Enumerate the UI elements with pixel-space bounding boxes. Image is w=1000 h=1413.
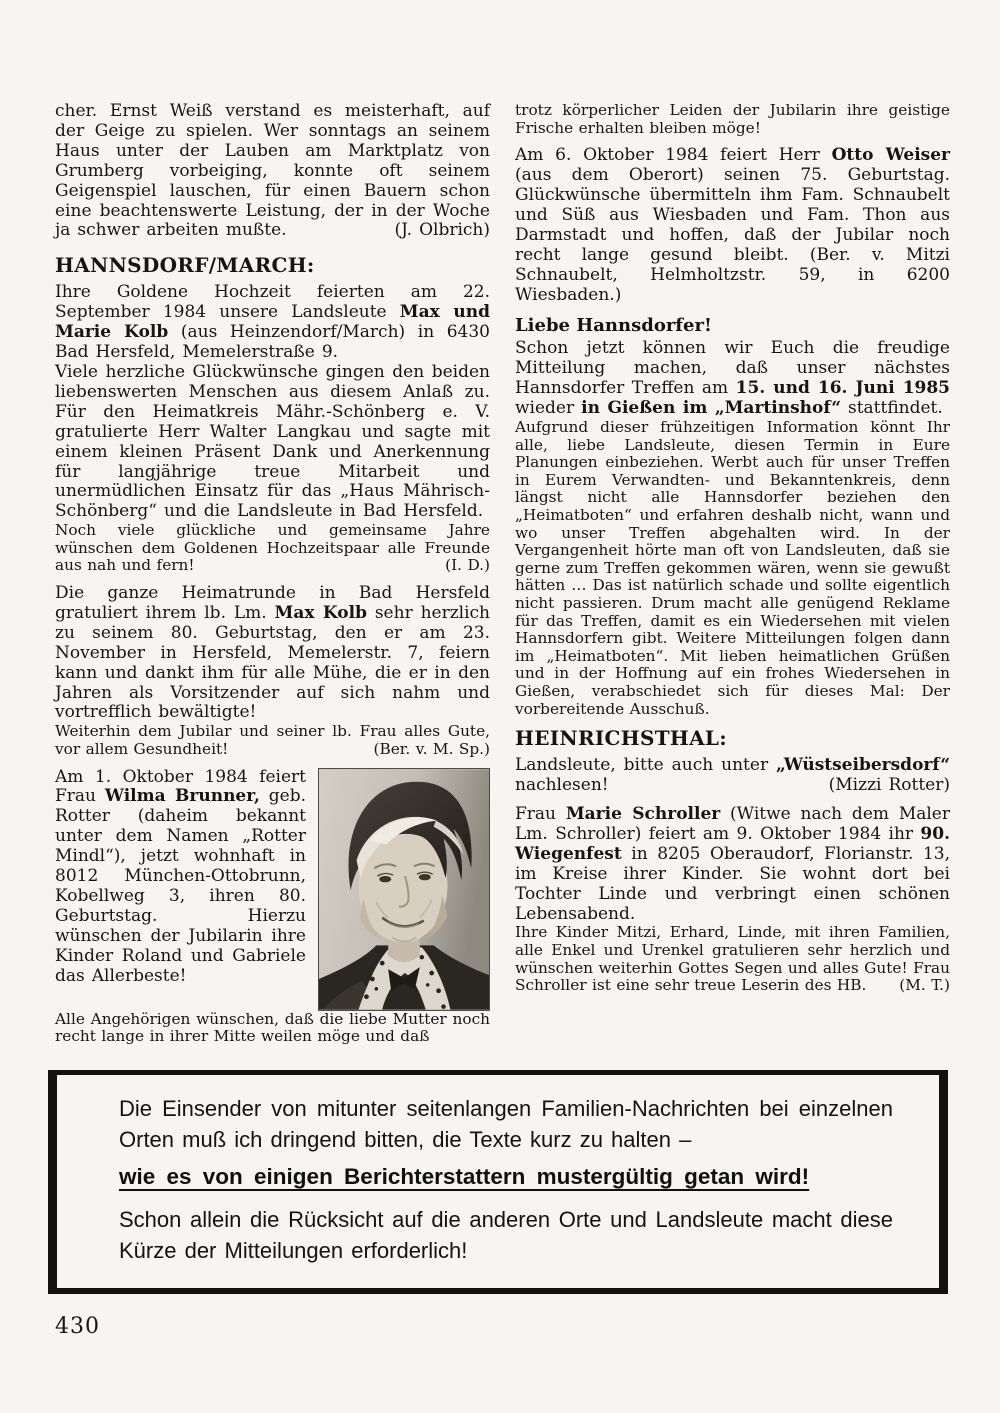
report-paragraph (55, 1011, 490, 1046)
text-segment: Die ganze Heimatrunde in Bad Hersfeld gratuliert ihrem lb. Lm. (55, 583, 490, 623)
report-paragraph (515, 924, 950, 994)
text-segment: Schon jetzt können wir Euch die freudige Mitteilung machen, daß unser nächstes Hannsdorfer Treffen am (515, 338, 950, 399)
editor-notice-box (48, 1070, 948, 1294)
text-segment: in 8205 Oberaudorf, Florianstr. 13, im Kreise ihrer Kinder. Sie wohnt dort bei Tochter Linde und verbringt einen schönen Lebensabend. (515, 843, 950, 924)
text-segment: Die Einsender von mitunter seitenlangen Familien-Nachrichten bei einzelnen Orten muß ich dringend bitten, die Texte kurz zu halten – (119, 1095, 893, 1152)
text-segment: HANNSDORF/MARCH: (55, 253, 315, 278)
text-segment: trotz körperlicher Leiden der Jubilarin ihre geistige Frische erhalten bleiben möge! (515, 101, 950, 137)
text-segment: Schon allein die Rücksicht auf die anderen Orte und Landsleute macht diese Kürze der Mitteilungen erforderlich! (119, 1206, 893, 1263)
text-segment: 15. und 16. Juni 1985 (735, 378, 951, 399)
report-paragraph (119, 1093, 893, 1155)
text-segment: Ihre Kinder Mitzi, Erhard, Linde, mit ihren Familien, alle Enkel und Urenkel gratulieren sehr herzlich und wünschen weiterhin Gottes Segen und alles Gute! Frau Schroller ist eine sehr treue Leserin des HB. (515, 923, 950, 995)
text-segment: Liebe Hannsdorfer! (515, 315, 712, 337)
attribution: (M. T.) (899, 976, 950, 995)
right-column-blocks (515, 102, 950, 995)
text-segment: Ihre Goldene Hochzeit feierten am 22. September 1984 unsere Landsleute (55, 282, 490, 323)
attribution: (Ber. v. M. Sp.) (373, 739, 490, 758)
text-segment: sehr herzlich zu seinem 80. Geburtstag, den er am 23. November in Hersfeld, Memelerstr. 7, feiern kann und dankt ihm für alle Mühe, die er in den Jahren als Vorsitzender auf sich nahm und vortrefflich bewältigte! (55, 602, 490, 723)
report-paragraph (55, 768, 306, 987)
text-segment: HEINRICHSTHAL: (515, 726, 727, 751)
report-paragraph (515, 419, 950, 718)
report-paragraph (515, 805, 950, 924)
attribution: (J. Olbrich) (394, 220, 490, 241)
report-paragraph (55, 584, 490, 723)
text-segment: Frau (515, 803, 566, 824)
section-heading (515, 316, 950, 336)
text-segment: Landsleute, bitte auch unter (515, 755, 777, 776)
text-segment: Wilma Brunner, (104, 786, 260, 807)
report-paragraph (55, 283, 490, 363)
text-segment: (aus dem Oberort) seinen 75. Geburtstag. Glückwünsche übermitteln ihm Fam. Schnaubelt und Süß aus Wiesbaden und Fam. Thon aus Darmstadt und hoffen, daß der Jubilar noch recht lange gesund bleibt. (Ber. v. Mitzi Schnaubelt, Helmholtzstr. 59, in 6200 Wiesbaden.) (515, 165, 950, 305)
report-paragraph (515, 756, 950, 796)
text-segment: (aus Heinzendorf/March) in 6430 Bad Hersfeld, Memelerstraße 9. (55, 322, 490, 363)
report-paragraph (119, 1161, 893, 1192)
left-column-top-blocks (55, 102, 490, 759)
notice-box-blocks (119, 1093, 893, 1266)
text-segment: Max Kolb (274, 602, 367, 623)
attribution: (I. D.) (445, 556, 490, 575)
report-paragraph (119, 1204, 893, 1266)
text-segment: wie es von einigen Berichterstattern mustergültig getan wird! (119, 1163, 810, 1189)
text-segment: geb. Rotter (daheim bekannt unter dem Namen „Rotter Mindl“), jetzt wohnhaft in 8012 München-Ottobrunn, Kobellweg 3, ihren 80. Geburtstag. Hierzu wünschen der Jubilarin ihre Kinder Roland und Gabriele das Allerbeste! (55, 786, 307, 986)
page-number: 430 (55, 1313, 100, 1339)
text-segment: Max und Marie Kolb (55, 302, 490, 343)
text-segment: stattfindet. (840, 398, 943, 419)
photo-adjacent-text (55, 768, 306, 987)
elderly-woman-portrait (319, 769, 489, 1010)
text-segment: Otto Weiser (831, 145, 950, 166)
text-segment: 90. Wiegenfest (515, 823, 950, 864)
text-segment: „Wüstseibersdorf“ (776, 755, 950, 776)
text-segment: (Witwe nach dem Maler Lm. Schroller) feiert am 9. Oktober 1984 ihr (515, 803, 950, 844)
report-paragraph (515, 102, 950, 137)
section-heading (55, 254, 490, 276)
left-column-bottom-blocks (55, 1011, 490, 1046)
report-paragraph (55, 102, 490, 241)
report-paragraph (55, 522, 490, 575)
report-paragraph (55, 363, 490, 522)
text-segment: wieder (515, 398, 582, 419)
attribution: (Mizzi Rotter) (828, 775, 950, 796)
portrait-photo (318, 768, 490, 1011)
text-segment: in Gießen im „Martinshof“ (581, 398, 841, 419)
report-paragraph (515, 146, 950, 305)
report-paragraph (515, 339, 950, 419)
text-segment: Noch viele glückliche und gemeinsame Jahre wünschen dem Goldenen Hochzeitspaar alle Freunde aus nah und fern! (55, 521, 490, 575)
text-segment: Viele herzliche Glückwünsche gingen den beiden liebenswerten Menschen aus diesem Anlaß zu. Für den Heimatkreis Mähr.-Schönberg e. V. gratulierte Herr Walter Langkau und sagte mit einem kleinen Präsent Dank und Anerkennung für langjährige treue Mitarbeit und unermüdlichen Einsatz für das „Haus Mährisch-Schönberg“ und die Landsleute in Bad Hersfeld. (55, 361, 490, 522)
section-heading (515, 727, 950, 749)
text-segment: Aufgrund dieser frühzeitigen Information könnt Ihr alle, liebe Landsleute, diesen Termin in Eure Planungen einbeziehen. Werbt auch für unser Treffen in Eurem Verwandten- und Bekanntenkreis, denn längst nicht alle Hannsdorfer beziehen den „Heimatboten“ und erfahren deshalb nicht, wann und wo unser Treffen abgehalten wird. In der Vergangenheit hörte man oft von Landsleuten, daß sie gerne zum Treffen gekommen wären, wenn sie gewußt hätten … Das ist natürlich schade und sollte eigentlich nicht passieren. Drum macht alle genügend Reklame für das Treffen, damit es ein Wiedersehen mit vielen Hannsdorfern gibt. Weitere Mitteilungen folgen dann im „Heimatboten“. Mit lieben heimatlichen Grüßen und in der Hoffnung auf ein frohes Wiedersehen in Gießen, verabschiedet sich für dieses Mal: Der vorbereitende Ausschuß. (515, 418, 950, 718)
report-paragraph (55, 723, 490, 758)
text-segment: Am 1. Oktober 1984 feiert Frau (55, 766, 306, 807)
text-segment: Weiterhin dem Jubilar und seiner lb. Frau alles Gute, vor allem Gesundheit! (55, 722, 490, 758)
text-segment: nachlesen! (515, 775, 609, 796)
text-segment: Marie Schroller (565, 803, 721, 824)
text-segment: Alle Angehörigen wünschen, daß die liebe Mutter noch recht lange in ihrer Mitte weilen möge und daß (55, 1009, 490, 1046)
birthday-report-with-photo (55, 768, 490, 1011)
text-segment: cher. Ernst Weiß verstand es meisterhaft, auf der Geige zu spielen. Wer sonntags an seinem Haus unter der Lauben am Marktplatz von Grumberg vorbeiging, konnte oft seinem Geigenspiel lauschen, für einen Bauern schon eine beachtenswerte Leistung, der in der Woche ja schwer arbeiten mußte. (55, 101, 490, 241)
right-column (515, 102, 950, 1046)
left-column (55, 102, 490, 1046)
two-column-layout (55, 102, 950, 1046)
text-segment: Am 6. Oktober 1984 feiert Herr (515, 145, 832, 166)
